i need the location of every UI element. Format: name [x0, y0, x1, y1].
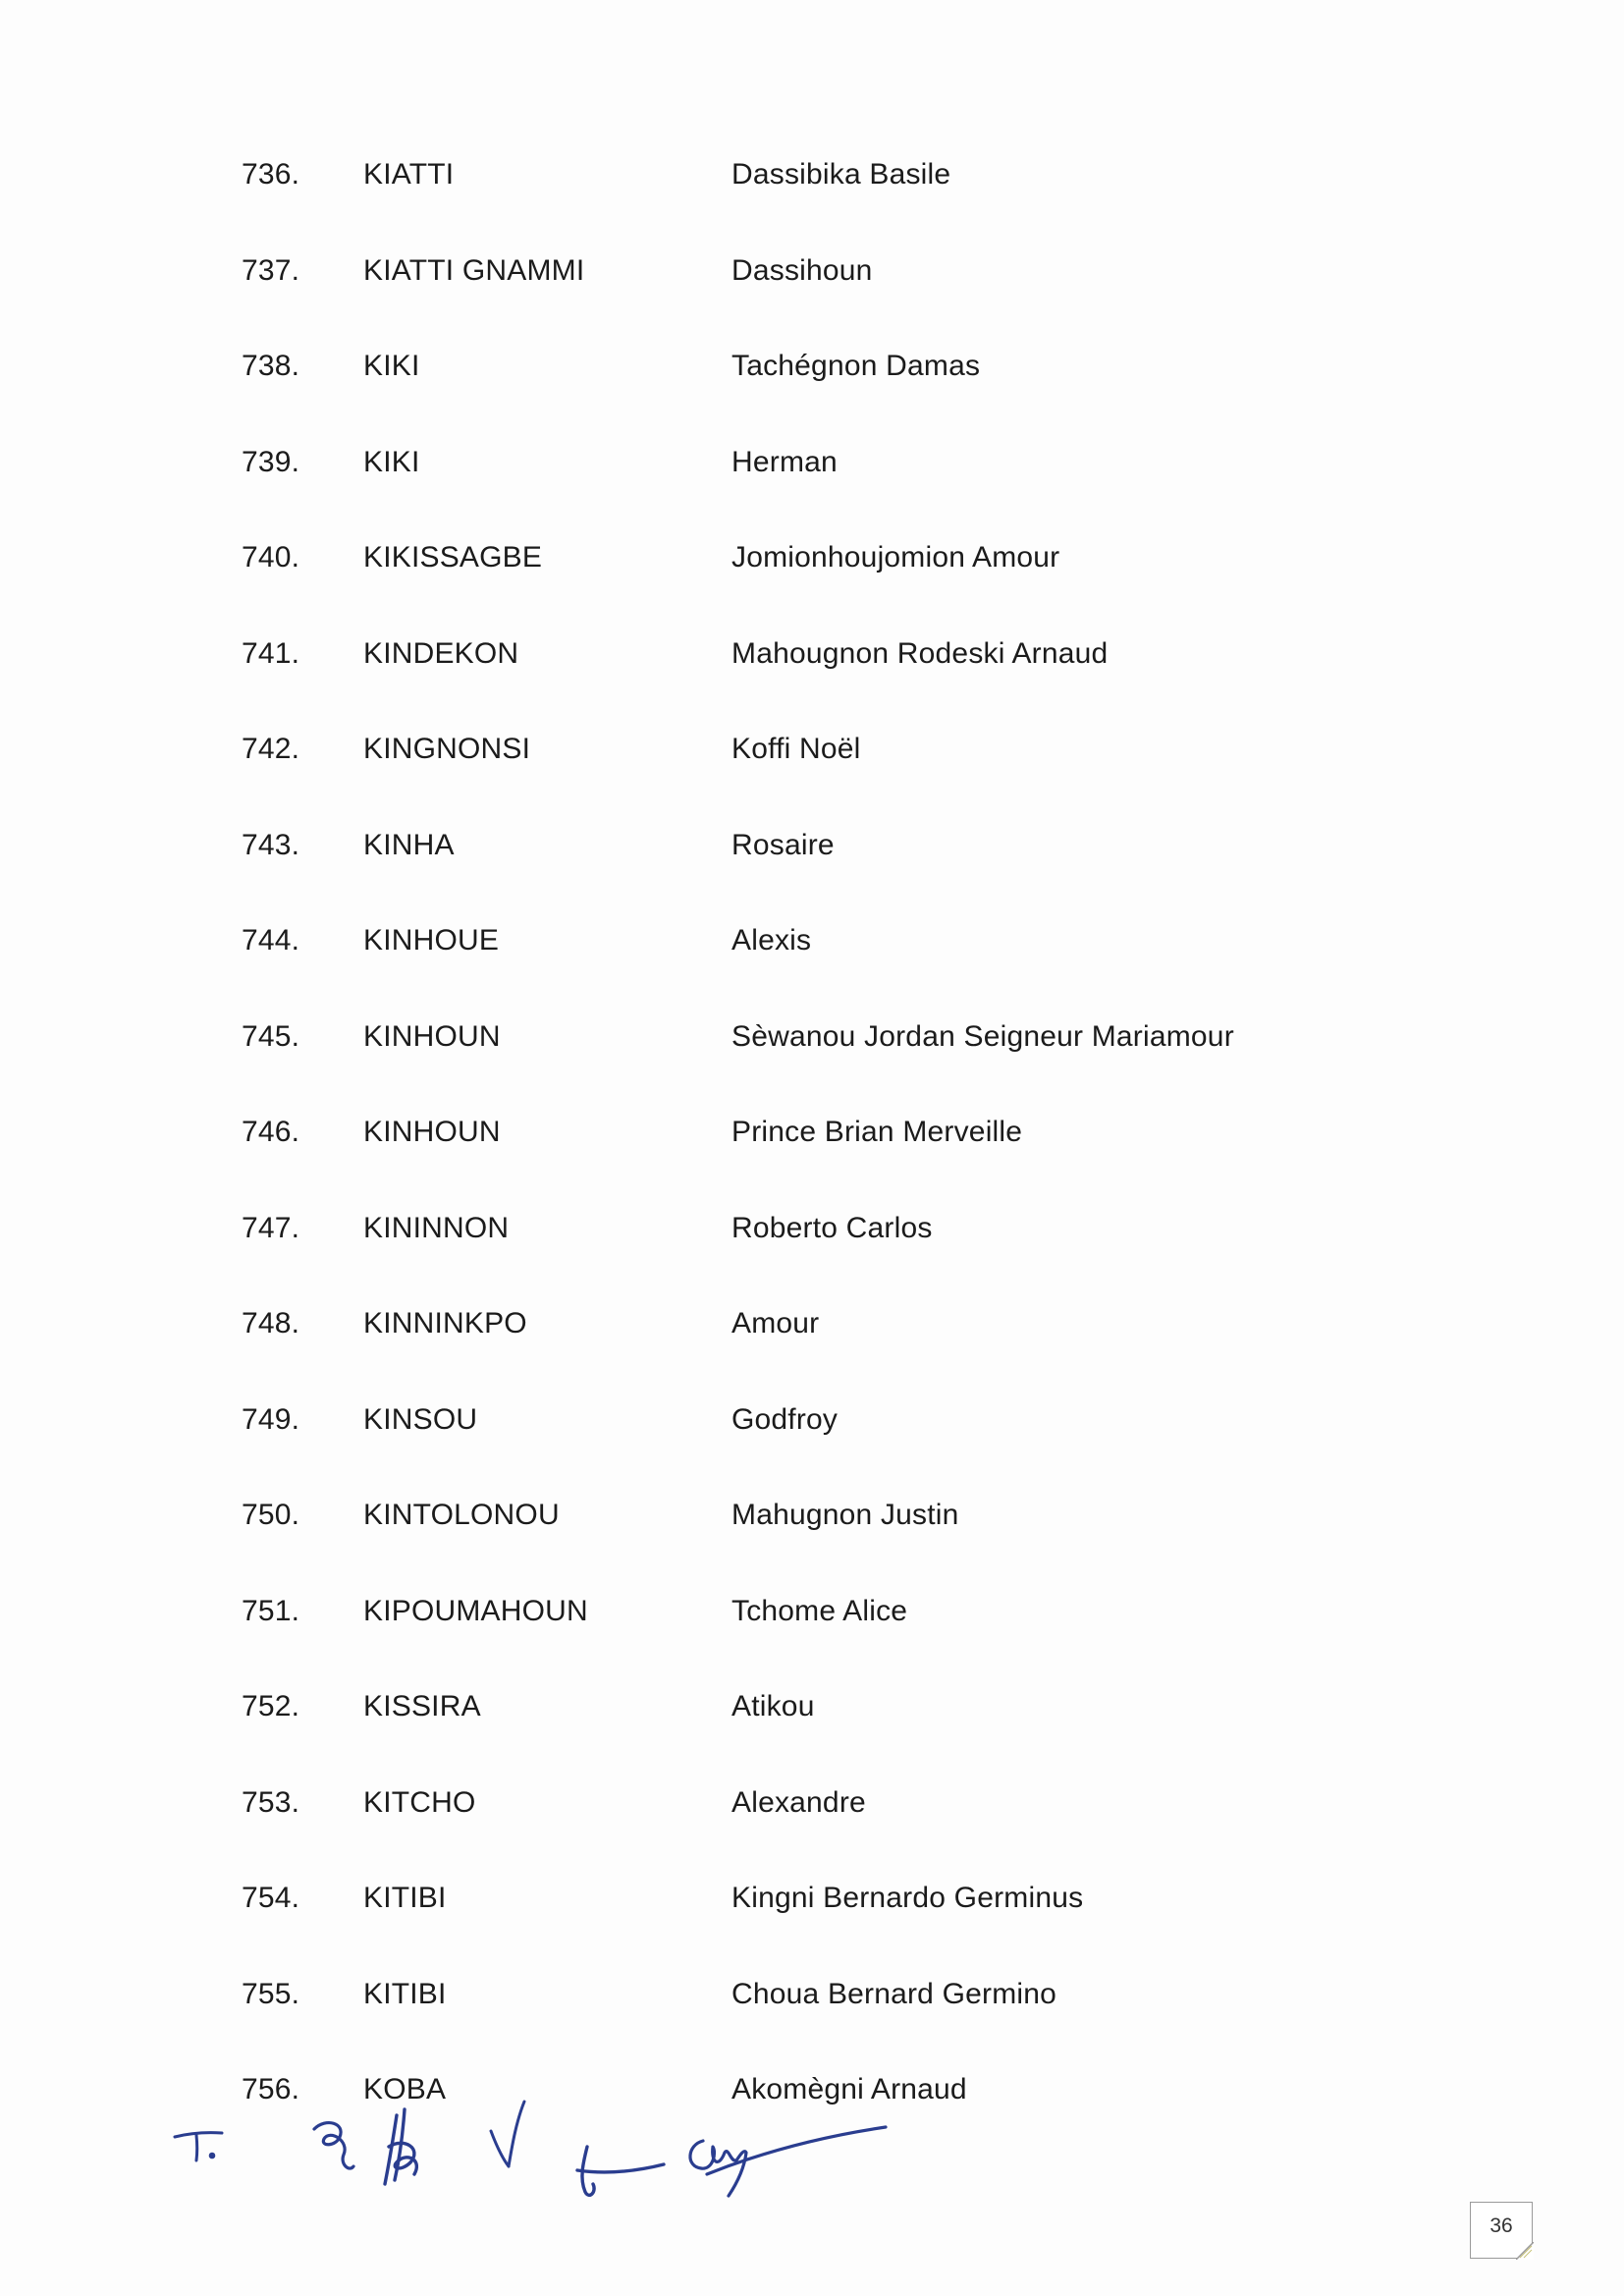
- entry-surname: KIATTI: [363, 158, 455, 191]
- initial-mark: [385, 2109, 416, 2184]
- entry-number: 754.: [242, 1882, 300, 1914]
- entry-surname: KINHA: [363, 828, 455, 861]
- entry-given-names: Dassibika Basile: [731, 158, 951, 191]
- entry-number: 736.: [242, 158, 300, 191]
- list-item: [0, 530, 1624, 627]
- entry-number: 751.: [242, 1594, 300, 1627]
- entry-surname: KINNINKPO: [363, 1307, 527, 1339]
- entry-number: 750.: [242, 1499, 300, 1531]
- entry-surname: KINDEKON: [363, 636, 519, 670]
- entry-given-names: Herman: [731, 445, 838, 478]
- entry-surname: KITIBI: [363, 1882, 447, 1914]
- entry-given-names: Atikou: [731, 1690, 815, 1722]
- list-item: [0, 435, 1624, 531]
- page-number-box: [1470, 2202, 1533, 2259]
- entry-number: 741.: [242, 636, 300, 670]
- initial-mark: [314, 2123, 353, 2169]
- entry-surname: KITCHO: [363, 1785, 476, 1819]
- list-item: [0, 913, 1624, 1010]
- entry-given-names: Tchome Alice: [731, 1594, 908, 1627]
- entry-given-names: Akomègni Arnaud: [731, 2073, 967, 2105]
- entry-given-names: Godfroy: [731, 1402, 839, 1436]
- entry-surname: KINGNONSI: [363, 733, 531, 765]
- entry-given-names: Mahugnon Justin: [731, 1499, 959, 1531]
- entry-given-names: Mahougnon Rodeski Arnaud: [731, 636, 1109, 670]
- name-list: [0, 147, 1624, 2159]
- list-item: [0, 147, 1624, 244]
- list-item: [0, 244, 1624, 340]
- entry-number: 743.: [242, 828, 300, 861]
- entry-given-names: Alexandre: [731, 1785, 866, 1819]
- entry-number: 749.: [242, 1402, 300, 1436]
- entry-given-names: Kingni Bernardo Germinus: [731, 1882, 1084, 1914]
- list-item: [0, 1967, 1624, 2063]
- entry-number: 745.: [242, 1019, 300, 1053]
- entry-given-names: Sèwanou Jordan Seigneur Mariamour: [731, 1019, 1234, 1053]
- entry-number: 752.: [242, 1690, 300, 1722]
- entry-number: 742.: [242, 733, 300, 765]
- entry-number: 756.: [242, 2073, 300, 2105]
- entry-surname: KINHOUE: [363, 924, 500, 957]
- entry-number: 753.: [242, 1785, 300, 1819]
- entry-surname: KININNON: [363, 1211, 510, 1244]
- entry-given-names: Roberto Carlos: [731, 1211, 933, 1244]
- entry-given-names: Jomionhoujomion Amour: [731, 541, 1060, 574]
- list-item: [0, 1488, 1624, 1584]
- entry-surname: KIKI: [363, 445, 420, 478]
- entry-surname: KOBA: [363, 2073, 447, 2105]
- entry-given-names: Amour: [731, 1307, 820, 1339]
- entry-surname: KIPOUMAHOUN: [363, 1594, 588, 1627]
- initial-mark: [690, 2127, 886, 2196]
- entry-surname: KINHOUN: [363, 1019, 501, 1053]
- initial-mark: [175, 2133, 222, 2160]
- entry-given-names: Koffi Noël: [731, 733, 861, 765]
- handwritten-initials: [157, 2082, 903, 2210]
- list-item: [0, 722, 1624, 818]
- entry-surname: KINSOU: [363, 1402, 478, 1436]
- entry-surname: KINTOLONOU: [363, 1499, 560, 1531]
- page-number: 36: [1489, 2214, 1513, 2237]
- list-item: [0, 1776, 1624, 1872]
- entry-number: 746.: [242, 1116, 300, 1148]
- entry-given-names: Rosaire: [731, 828, 835, 861]
- list-item: [0, 1679, 1624, 1776]
- page-curl-icon: [1516, 2242, 1534, 2260]
- entry-given-names: Choua Bernard Germino: [731, 1977, 1057, 2010]
- entry-number: 755.: [242, 1977, 300, 2010]
- entry-surname: KIKISSAGBE: [363, 541, 543, 574]
- list-item: [0, 339, 1624, 435]
- entry-number: 744.: [242, 924, 300, 957]
- initial-mark: [491, 2102, 524, 2166]
- list-item: [0, 1010, 1624, 1106]
- list-item: [0, 1201, 1624, 1297]
- entry-surname: KISSIRA: [363, 1690, 481, 1722]
- entry-surname: KIATTI GNAMMI: [363, 253, 585, 287]
- entry-number: 740.: [242, 541, 300, 574]
- list-item: [0, 1871, 1624, 1967]
- list-item: [0, 818, 1624, 914]
- entry-number: 737.: [242, 253, 300, 287]
- entry-number: 739.: [242, 445, 300, 478]
- list-item: [0, 627, 1624, 723]
- entry-given-names: Prince Brian Merveille: [731, 1116, 1023, 1148]
- list-item: [0, 1393, 1624, 1489]
- entry-surname: KIKI: [363, 350, 420, 382]
- entry-number: 748.: [242, 1307, 300, 1339]
- list-item: [0, 1584, 1624, 1680]
- entry-surname: KITIBI: [363, 1977, 447, 2010]
- entry-number: 738.: [242, 350, 300, 382]
- entry-given-names: Alexis: [731, 924, 812, 957]
- list-item: [0, 1296, 1624, 1393]
- entry-given-names: Dassihoun: [731, 253, 873, 287]
- initial-mark: [577, 2147, 664, 2195]
- entry-surname: KINHOUN: [363, 1116, 501, 1148]
- entry-given-names: Tachégnon Damas: [731, 350, 981, 382]
- entry-number: 747.: [242, 1211, 300, 1244]
- list-item: [0, 1105, 1624, 1201]
